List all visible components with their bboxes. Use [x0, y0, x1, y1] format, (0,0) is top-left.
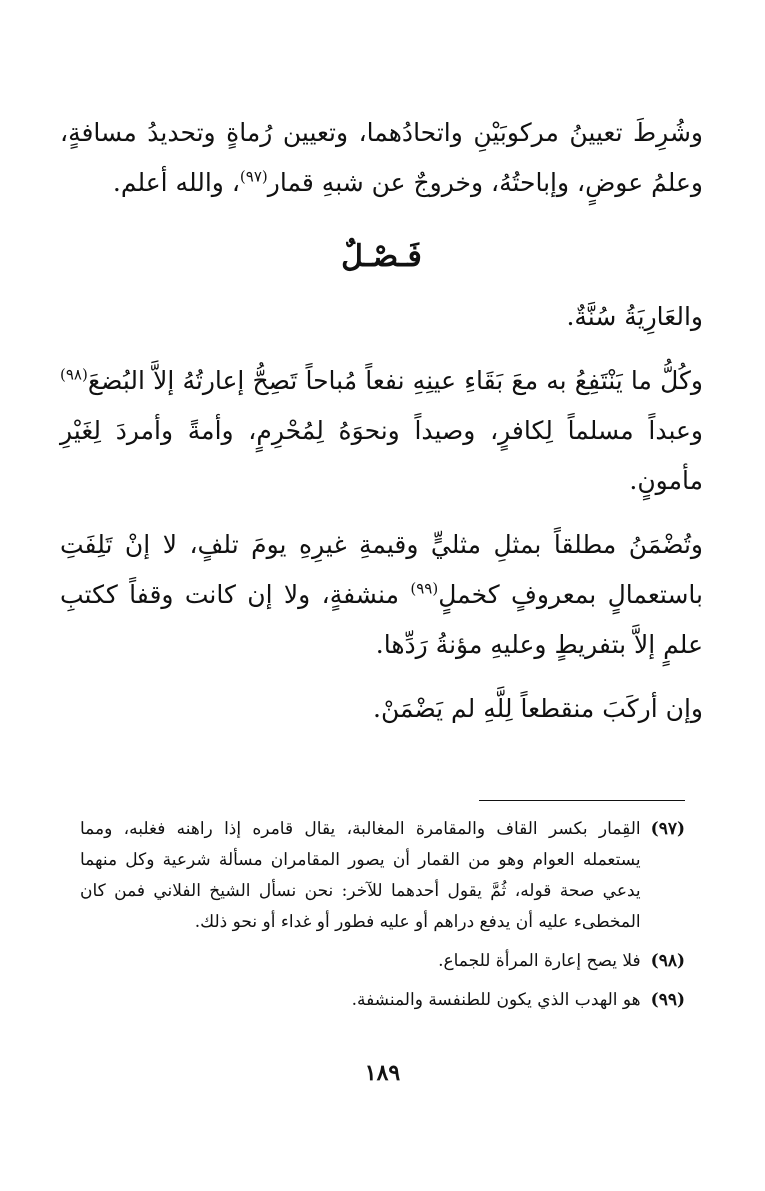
paragraph-liability [60, 520, 703, 670]
paragraph-text: منشفةٍ، ولا إن كانت وقفاً ككتبِ علمٍ إلاَّ بتفريطٍ وعليهِ مؤنةُ رَدِّها. [60, 580, 703, 659]
paragraph-text: ، والله أعلم. [112, 168, 240, 197]
paragraph-text: وشُرِطَ تعيينُ مركوبَيْنِ واتحادُهما، وتعيين رُماةٍ وتحديدُ مسافةٍ، وعلمُ عوضٍ، وإباحتُهُ، وخروجٌ عن شبهِ قمار [60, 118, 703, 197]
footnote-ref-99[interactable]: (٩٩) [410, 579, 439, 598]
footnote-divider [479, 800, 685, 801]
footnote-98 [80, 946, 685, 977]
main-text [60, 108, 703, 734]
section-heading: فَـصْـلٌ [341, 239, 422, 274]
paragraph-text: وعبداً مسلماً لِكافرٍ، وصيداً ونحوَهُ لِمُحْرِمٍ، وأمةً وأمردَ لِغَيْرِ مأمونٍ. [60, 416, 703, 495]
paragraph-conditions [60, 108, 703, 208]
footnote-number: (٩٨) [650, 951, 685, 971]
footnote-number: (٩٧) [650, 819, 685, 839]
footnote-ref-98[interactable]: (٩٨) [60, 365, 88, 384]
page-number: ١٨٩ [364, 1060, 401, 1086]
paragraph-lending [60, 356, 703, 506]
footnote-number: (٩٩) [650, 990, 685, 1010]
footnote-text: القِمار بكسر القاف والمقامرة المغالبة، يقال قامره إذا راهنه فغلبه، ومما يستعمله العوام وهو من القمار أن يصور المقامران مسألة شرعية وكل منهما يدعي صحة قوله، ثُمَّ يقول أحدهما للآخر: نحن نسأل الشيخ الفلاني فمن كان المخطىء عليه أن يدفع دراهم أو عليه فطور أو غداء أو نحو ذلك. [80, 819, 641, 932]
footnote-99 [80, 985, 685, 1016]
footnote-97 [80, 814, 685, 938]
footnote-text: فلا يصح إعارة المرأة للجماع. [438, 951, 641, 971]
paragraph-riding: وإن أركَبَ منقطعاً لِلَّهِ لم يَضْمَنْ. [373, 694, 703, 723]
footnote-text: هو الهدب الذي يكون للطنفسة والمنشفة. [351, 990, 641, 1010]
footnotes [80, 814, 685, 1024]
paragraph-text: وتُضْمَنُ مطلقاً بمثلِ مثليٍّ وقيمةِ غيرِهِ يومَ تلفٍ، لا إنْ تَلِفَتِ باستعمالٍ بمعروفٍ كخملٍ [60, 530, 703, 609]
footnote-ref-97[interactable]: (٩٧) [239, 167, 268, 186]
paragraph-text: وكُلُّ ما يَنْتَفِعُ به معَ بَقَاءِ عينِهِ نفعاً مُباحاً تَصِحُّ إعارتُهُ إلاَّ البُضعَ [87, 366, 703, 395]
paragraph-ariyah: والعَارِيَةُ سُنَّةٌ. [566, 302, 703, 331]
